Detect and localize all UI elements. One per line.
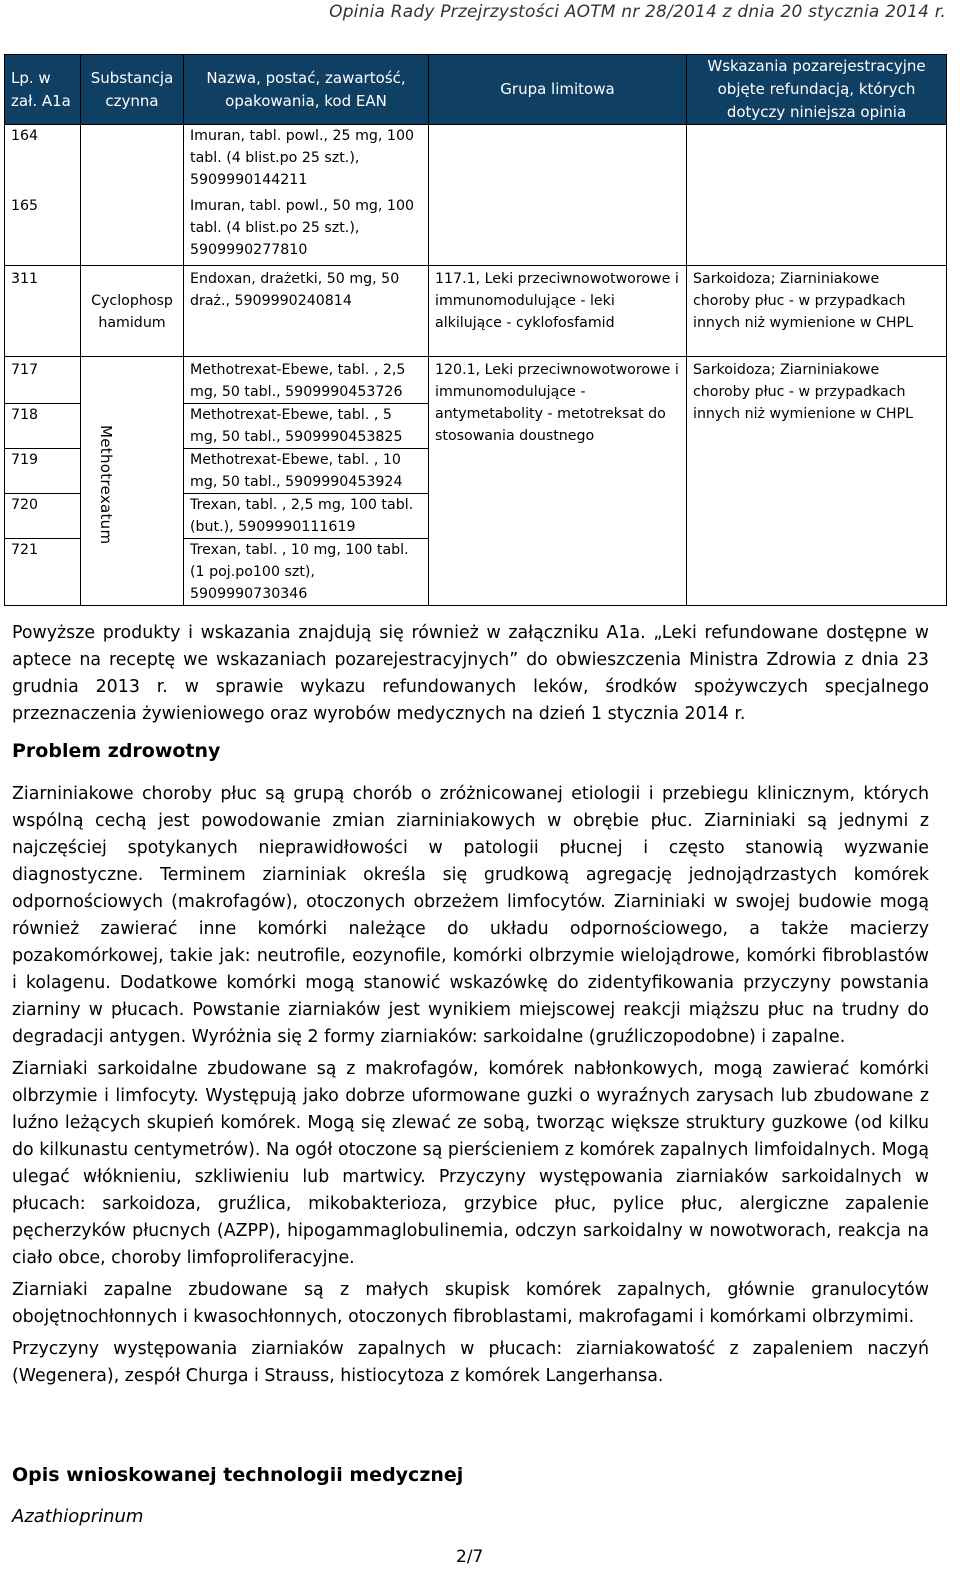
- paragraph: Ziarniaki zapalne zbudowane są z małych skupisk komórek zapalnych, głównie granulocytów obojętnochłonnych i kwasochłonnych, otoczonych fibroblastami, makrofagami i komórkami olbrzymimi.: [12, 1280, 929, 1327]
- cell-substance: Cyclophosp hamidum: [81, 266, 184, 357]
- col-header-lp: Lp. w zał. A1a: [5, 55, 81, 125]
- cell-name: Endoxan, drażetki, 50 mg, 50 draż., 5909990240814: [184, 266, 429, 357]
- col-header-indication: Wskazania pozarejestracyjne objęte refundacją, których dotyczy niniejsza opinia: [687, 55, 947, 125]
- cell-lp: 721: [5, 539, 81, 606]
- cell-group: [429, 125, 687, 196]
- cell-name: Methotrexat-Ebewe, tabl. , 5 mg, 50 tabl., 5909990453825: [184, 404, 429, 449]
- paragraph: Ziarniniakowe choroby płuc są grupą chorób o zróżnicowanej etiologii i przebiegu klinicznym, których wspólną cechą jest powodowanie zmian ziarniniakowych w obrębie płuc. Ziarniniaki są jednymi z najczęściej spotykanych nieprawidłowości w patologii płucnej i często stanowią wyzwanie diagnostyczne. Terminem ziarniniak określa się grudkową agregację jednojądrzastych komórek odpornościowych (makrofagów), otoczonych obrzeżem limfocytów. Ziarniniaki w swojej budowie mogą również zawierać inne komórki należące do układu odpornościowego, a także macierzy pozakomórkowej, takie jak: neutrofile, eozynofile, komórki olbrzymie wielojądrowe, komórki fibroblastów i kolagenu. Dodatkowe komórki mogą stanowić wskazówkę do zidentyfikowania przyczyny powstania ziarniny w płucach. Powstanie ziarniaków jest wynikiem miejscowej reakcji miąższu płuc na trudny do degradacji antygen. Wyróżnia się 2 formy ziarniaków: sarkoidalne (gruźliczopodobne) i zapalne.: [12, 784, 929, 1047]
- col-header-substance: Substancja czynna: [81, 55, 184, 125]
- cell-indication-methotrexate: Sarkoidoza; Ziarniniakowe choroby płuc - w przypadkach innych niż wymienione w CHPL: [687, 357, 947, 606]
- cell-name: Methotrexat-Ebewe, tabl. , 10 mg, 50 tabl., 5909990453924: [184, 449, 429, 494]
- cell-group-methotrexate: 120.1, Leki przeciwnowotworowe i immunomodulujące - antymetabolity - metotreksat do stosowania doustnego: [429, 357, 687, 606]
- technology-label: Azathioprinum: [12, 1506, 144, 1527]
- table-row: [5, 357, 947, 404]
- table-header-row: [5, 55, 947, 125]
- cell-lp: 719: [5, 449, 81, 494]
- table-row: [5, 125, 947, 196]
- paragraph: Ziarniaki sarkoidalne zbudowane są z makrofagów, komórek nabłonkowych, mogą zawierać komórki olbrzymie i limfocyty. Występują jako dobrze uformowane guzki o wyraźnych zarysach lub zbudowane z luźno leżących skupień komórek. Mogą się zlewać ze sobą, tworząc większe struktury guzkowe (od kilku do kilkunastu centymetrów). Na ogół otoczone są pierścieniem z komórek zapalnych limfoidalnych. Mogą ulegać włóknieniu, szkliwieniu lub martwicy. Przyczyny występowania ziarniaków sarkoidalnych w płucach: sarkoidoza, gruźlica, mikobakterioza, grzybice płuc, pylice płuc, alergiczne zapalenie pęcherzyków płucnych (AZPP), hipogammaglobulinemia, odczyn sarkoidalny w nowotworach, reakcja na ciało obce, choroby limfoproliferacyjne.: [12, 1059, 929, 1268]
- cell-name: Imuran, tabl. powl., 25 mg, 100 tabl. (4 blist.po 25 szt.), 5909990144211: [184, 125, 429, 196]
- cell-substance-methotrexate: [81, 357, 184, 606]
- cell-lp: 164: [5, 125, 81, 196]
- cell-lp: 165: [5, 195, 81, 266]
- cell-name: Methotrexat-Ebewe, tabl. , 2,5 mg, 50 tabl., 5909990453726: [184, 357, 429, 404]
- cell-lp: 717: [5, 357, 81, 404]
- cell-name: Trexan, tabl. , 2,5 mg, 100 tabl. (but.), 5909990111619: [184, 494, 429, 539]
- paragraph: Przyczyny występowania ziarniaków zapalnych w płucach: ziarniakowatość z zapaleniem naczyń (Wegenera), zespół Churga i Strauss, histiocytoza z komórek Langerhansa.: [12, 1339, 929, 1386]
- cell-indication: Sarkoidoza; Ziarniniakowe choroby płuc - w przypadkach innych niż wymienione w CHPL: [687, 266, 947, 357]
- intro-text: [12, 620, 929, 733]
- col-header-group: Grupa limitowa: [429, 55, 687, 125]
- cell-lp: 718: [5, 404, 81, 449]
- cell-group: 117.1, Leki przeciwnowotworowe i immunomodulujące - leki alkilujące - cyklofosfamid: [429, 266, 687, 357]
- document-header: Opinia Rady Przejrzystości AOTM nr 28/2014 z dnia 20 stycznia 2014 r.: [329, 2, 946, 22]
- cell-group: [429, 195, 687, 266]
- cell-name: Imuran, tabl. powl., 50 mg, 100 tabl. (4 blist.po 25 szt.), 5909990277810: [184, 195, 429, 266]
- cell-indication: [687, 125, 947, 196]
- page-number: 2/7: [456, 1547, 484, 1567]
- cell-substance: [81, 125, 184, 196]
- section-title-technology: Opis wnioskowanej technologii medycznej: [12, 1464, 464, 1486]
- cell-indication: [687, 195, 947, 266]
- cell-name: Trexan, tabl. , 10 mg, 100 tabl. (1 poj.po100 szt), 5909990730346: [184, 539, 429, 606]
- cell-substance: [81, 195, 184, 266]
- cell-lp: 720: [5, 494, 81, 539]
- cell-lp: 311: [5, 266, 81, 357]
- reimbursement-table: [4, 54, 947, 606]
- col-header-name: Nazwa, postać, zawartość, opakowania, kod EAN: [184, 55, 429, 125]
- section-title-health-problem: Problem zdrowotny: [12, 740, 221, 762]
- substance-methotrexatum: Methotrexatum: [97, 425, 115, 545]
- table-row: [5, 266, 947, 357]
- table-row: [5, 195, 947, 266]
- health-problem-text: [12, 781, 929, 1395]
- intro-paragraph: Powyższe produkty i wskazania znajdują się również w załączniku A1a. „Leki refundowane dostępne w aptece na receptę we wskazaniach pozarejestracyjnych” do obwieszczenia Ministra Zdrowia z dnia 23 grudnia 2013 r. w sprawie wykazu refundowanych leków, środków spożywczych specjalnego przeznaczenia żywieniowego oraz wyrobów medycznych na dzień 1 stycznia 2014 r.: [12, 623, 929, 724]
